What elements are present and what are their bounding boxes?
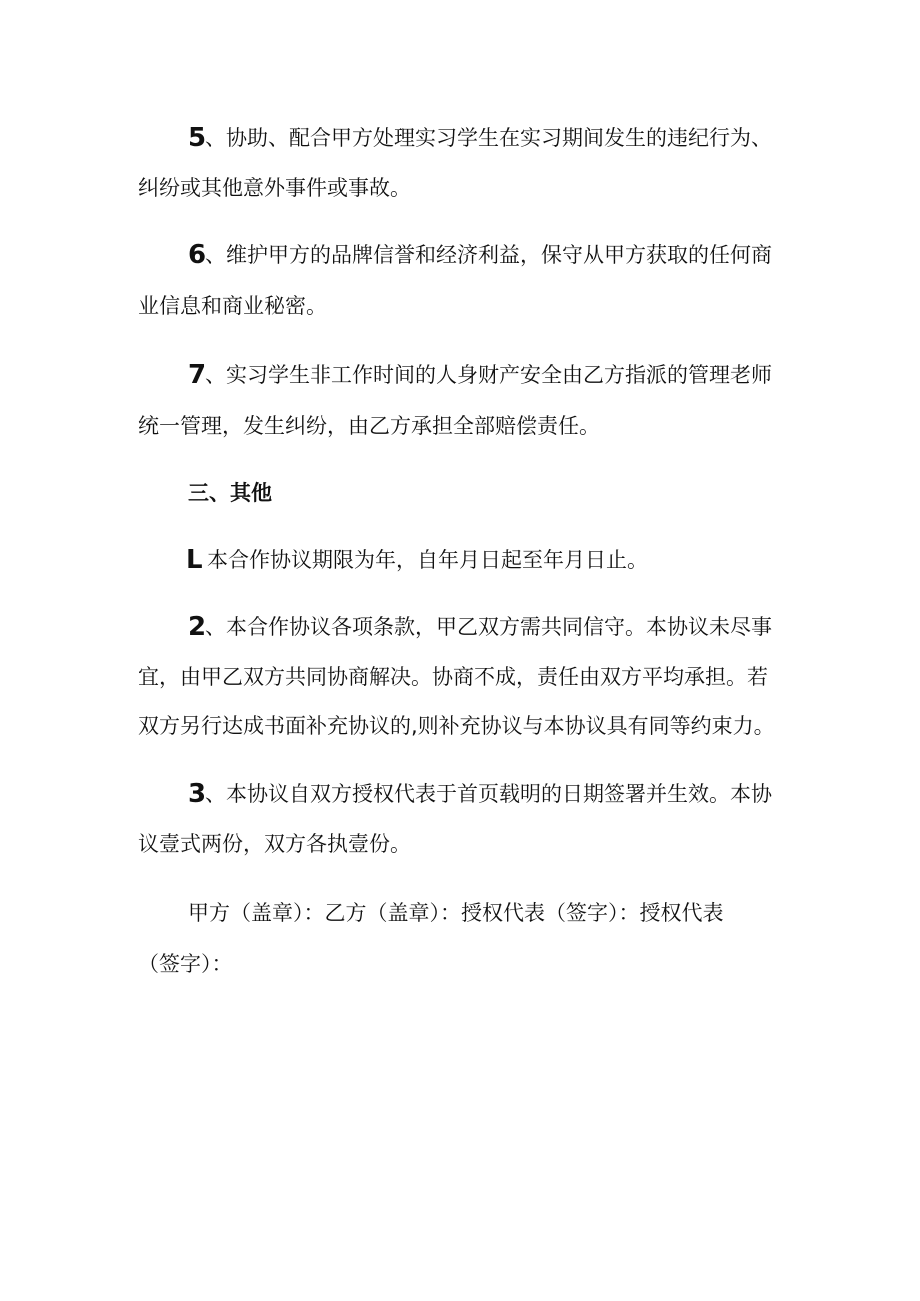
item-number: 3 <box>188 779 207 809</box>
paragraph-line <box>0 657 920 697</box>
paragraph-text: 议壹式两份，双方各执壹份。 <box>138 832 411 856</box>
paragraph-text: 业信息和商业秘密。 <box>138 294 327 318</box>
paragraph-line <box>0 774 920 814</box>
item-number: 7 <box>188 360 207 390</box>
paragraph-text: 、维护甲方的品牌信誉和经济利益，保守从甲方获取的任何商 <box>205 243 772 267</box>
paragraph-text: 双方另行达成书面补充协议的,则补充协议与本协议具有同等约束力。 <box>138 714 775 738</box>
item-number: 2 <box>188 612 207 642</box>
signature-text: （签字）： <box>138 952 233 976</box>
section-heading-text: 三、其他 <box>188 481 272 505</box>
paragraph-line <box>0 824 920 864</box>
paragraph-text: 、本合作协议各项条款，甲乙双方需共同信守。本协议未尽事 <box>205 615 772 639</box>
paragraph-line <box>0 607 920 647</box>
paragraph-text: 、实习学生非工作时间的人身财产安全由乙方指派的管理老师 <box>205 363 772 387</box>
paragraph-line <box>0 706 920 746</box>
paragraph-text: 纠纷或其他意外事件或事故。 <box>138 176 411 200</box>
paragraph-text: 本合作协议期限为年，自年月日起至年月日止。 <box>207 548 648 572</box>
paragraph-line <box>0 168 920 208</box>
item-number: 5 <box>188 123 207 153</box>
signature-line <box>0 944 920 984</box>
paragraph-line <box>0 355 920 395</box>
paragraph-line <box>0 235 920 275</box>
item-number: L <box>186 545 203 575</box>
paragraph-line <box>0 406 920 446</box>
paragraph-text: 、协助、配合甲方处理实习学生在实习期间发生的违纪行为、 <box>205 126 772 150</box>
signature-text: 甲方（盖章）：乙方（盖章）：授权代表（签字）：授权代表 <box>188 901 724 925</box>
item-number: 6 <box>188 240 207 270</box>
paragraph-line <box>0 118 920 158</box>
signature-line <box>0 893 920 933</box>
paragraph-line <box>0 286 920 326</box>
paragraph-line <box>0 540 920 580</box>
paragraph-text: 宜，由甲乙双方共同协商解决。协商不成，责任由双方平均承担。若 <box>138 665 768 689</box>
paragraph-text: 、本协议自双方授权代表于首页载明的日期签署并生效。本协 <box>205 782 772 806</box>
section-heading <box>0 473 920 513</box>
paragraph-text: 统一管理，发生纠纷，由乙方承担全部赔偿责任。 <box>138 414 600 438</box>
